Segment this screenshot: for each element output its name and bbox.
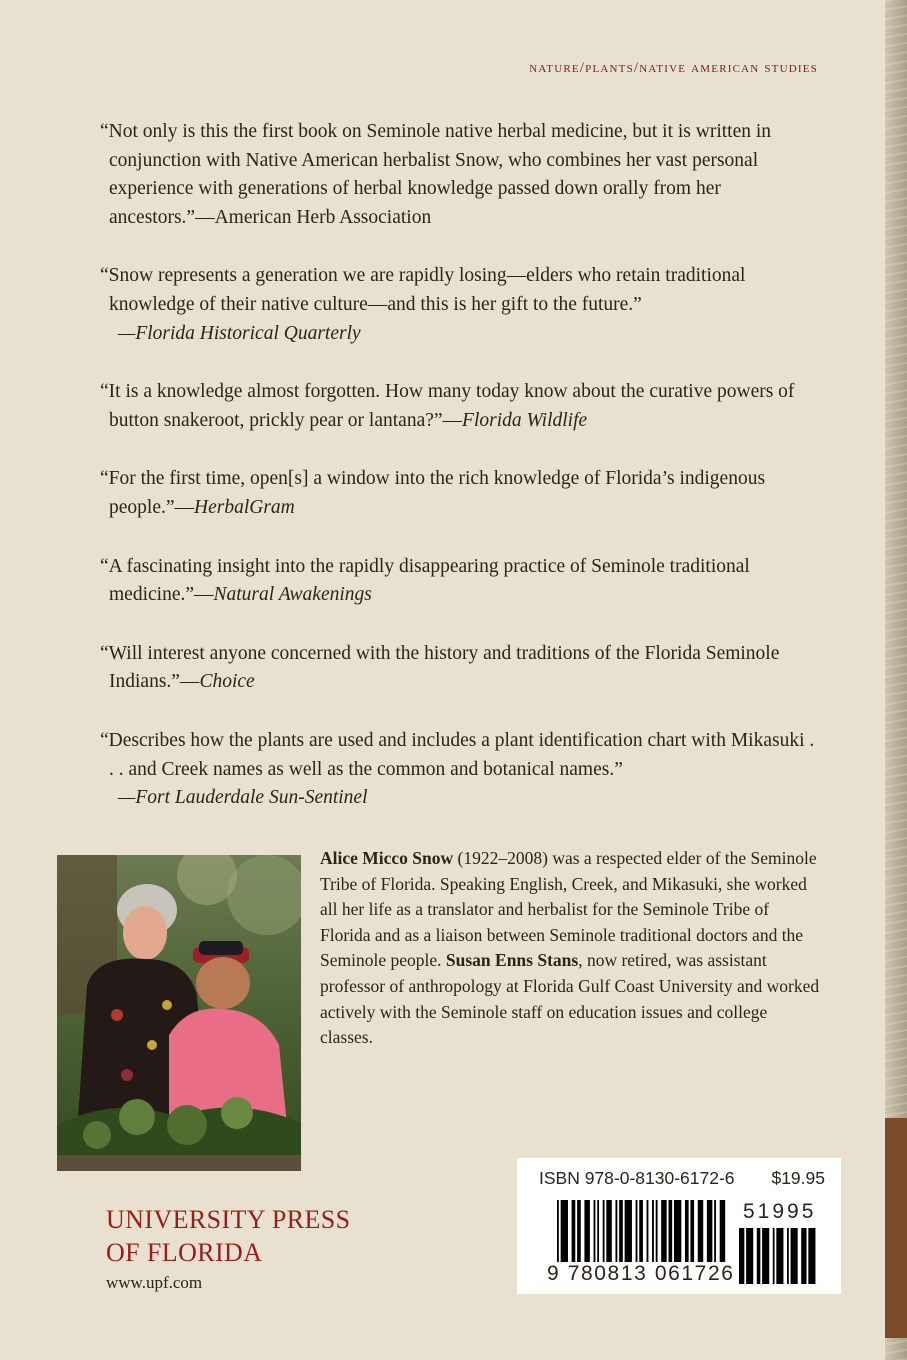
author-photo [57, 855, 301, 1171]
author1-name: Alice Micco Snow [320, 848, 454, 868]
addon-barcode-bars [739, 1228, 819, 1284]
author1-bio: (1922–2008) was a respected elder of the Seminole Tribe of Florida. Speaking English, Creek, and Mikasuki, she worked all her life as a translator and herbalist for the Seminole Tribe of Florida and as a liaison between Seminole traditional doctors and the Seminole people. [320, 848, 817, 971]
quote-text: “Describes how the plants are used and includes a plant identification chart with Mikasuki . . . and Creek names as well as the common and botanical names.” [100, 729, 815, 780]
barcode-bar [597, 1200, 599, 1262]
barcode-bar [714, 1200, 716, 1262]
barcode-bar [619, 1200, 623, 1262]
barcode-bar [594, 1200, 596, 1262]
barcode-bar [757, 1228, 761, 1284]
barcode-bar [698, 1200, 703, 1262]
barcode-bar [603, 1200, 605, 1262]
quote-source: —Florida Historical Quarterly [118, 322, 361, 344]
author2-name: Susan Enns Stans [445, 950, 579, 971]
quote-source: HerbalGram [194, 496, 295, 518]
quote-source: American Herb Association [214, 206, 432, 228]
review-quote [100, 553, 820, 610]
publisher-url: www.upf.com [106, 1273, 203, 1292]
author2-bio: , now retired, was assistant professor of anthropology at Florida Gulf Coast University and worked actively with the Seminole staff on education issues and college classes. [320, 950, 820, 1048]
quote-source: Florida Wildlife [462, 409, 588, 431]
barcode-bars [557, 1200, 727, 1262]
quote-text: “A fascinating insight into the rapidly disappearing practice of Seminole traditional medicine.”— [100, 555, 750, 606]
barcode-bar [656, 1200, 658, 1262]
barcode-bar [615, 1200, 617, 1262]
quote-text: “Will interest anyone concerned with the history and traditions of the Florida Seminole Indians.”— [100, 642, 780, 693]
review-quote [100, 640, 820, 697]
barcode-bar [639, 1200, 643, 1262]
barcode-bar [739, 1228, 744, 1284]
barcode-bar [636, 1200, 638, 1262]
barcode-bar [762, 1228, 769, 1284]
addon-digits: 51995 [743, 1200, 817, 1223]
barcode-bar [674, 1200, 681, 1262]
quote-source: Natural Awakenings [213, 584, 372, 606]
review-quote [100, 465, 820, 522]
barcode-bar [584, 1200, 589, 1262]
quote-source: —Fort Lauderdale Sun-Sentinel [118, 787, 368, 809]
quote-text: “Not only is this the first book on Seminole native herbal medicine, but it is written in conjunction with Native American herbalist Snow, who combines her vast personal experience with generations of herbal knowledge passed down orally from her ancestors.”— [100, 121, 772, 228]
barcode-bar [652, 1200, 654, 1262]
publisher-line2: OF FLORIDA [106, 1238, 263, 1267]
publisher-line1: UNIVERSITY PRESS [106, 1205, 351, 1234]
barcode-bar [572, 1200, 576, 1262]
barcode-bar [685, 1200, 689, 1262]
barcode-bar [808, 1228, 815, 1284]
barcode-bar [690, 1200, 694, 1262]
barcode-bar [746, 1228, 753, 1284]
barcode-bar [625, 1200, 632, 1262]
barcode-digits: 9 780813 061726 [547, 1262, 735, 1285]
quote-text: “For the first time, open[s] a window into the rich knowledge of Florida’s indigenous people.”— [100, 468, 766, 518]
barcode-bar [776, 1228, 783, 1284]
barcode-bar [669, 1200, 673, 1262]
isbn-number: ISBN 978-0-8130-6172-6 [539, 1168, 735, 1188]
publisher-name [106, 1203, 351, 1269]
barcode-bar [661, 1200, 666, 1262]
barcode-bar [707, 1200, 712, 1262]
quote-source: Choice [199, 671, 255, 693]
review-quote [100, 378, 820, 435]
barcode-bar [557, 1200, 559, 1262]
barcode-bar [787, 1228, 789, 1284]
quote-text: “Snow represents a generation we are rapidly losing—elders who retain traditional knowledge of their native culture—and this is her gift to the future.” [100, 265, 746, 315]
review-quote [100, 118, 820, 232]
price-label: $19.95 [771, 1168, 825, 1188]
barcode-bar [720, 1200, 725, 1262]
barcode-bar [561, 1200, 568, 1262]
quote-text: “It is a knowledge almost forgotten. How many today know about the curative powers of button snakeroot, prickly pear or lantana?”— [100, 381, 795, 431]
spine-color-band [885, 1118, 907, 1338]
review-quote [100, 727, 820, 813]
barcode-bar [647, 1200, 649, 1262]
barcode-bar [801, 1228, 806, 1284]
barcode-bar [606, 1200, 611, 1262]
review-quotes [100, 118, 820, 843]
barcode-bar [773, 1228, 775, 1284]
barcode-bar [577, 1200, 581, 1262]
author-bio [320, 846, 820, 1051]
barcode-bar [791, 1228, 798, 1284]
barcode-panel [517, 1158, 841, 1294]
author-photo-illustration [57, 855, 301, 1171]
review-quote [100, 262, 820, 348]
category-label: nature/plants/native american studies [529, 60, 818, 76]
